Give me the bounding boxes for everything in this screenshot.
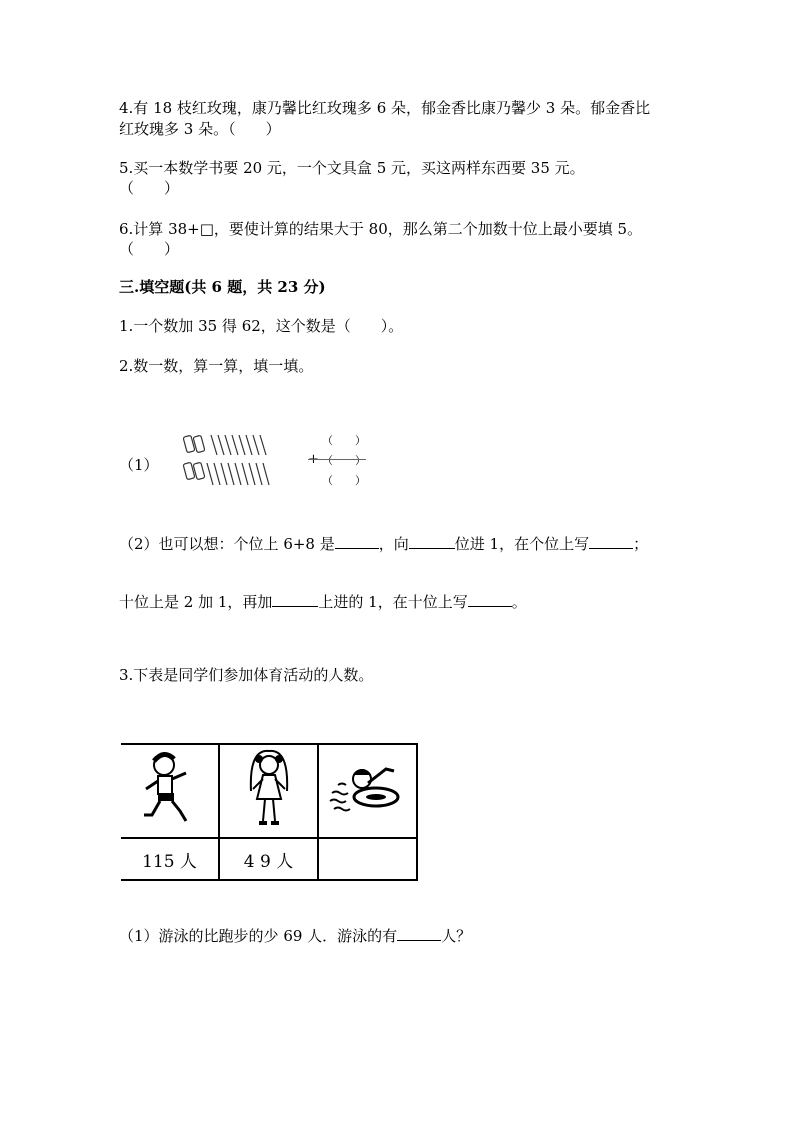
runner-boy-icon xyxy=(140,749,200,829)
answer-blank[interactable] xyxy=(335,534,379,549)
answer-blank[interactable] xyxy=(409,534,455,549)
answer-blank[interactable] xyxy=(589,534,633,549)
q2-line3-b: 上进的 1，在十位上写 xyxy=(318,593,468,611)
sports-table xyxy=(121,743,418,881)
judge-q4-line1: 4.有 18 枝红玫瑰，康乃馨比红玫瑰多 6 朵，郁金香比康乃馨少 3 朵。郁金香比 xyxy=(119,99,651,117)
table-row xyxy=(121,838,417,880)
addend-1-blank: （ ） xyxy=(322,434,366,447)
answer-blank[interactable] xyxy=(397,926,441,941)
section3-title: 三.填空题(共 6 题，共 23 分) xyxy=(119,278,326,296)
swimming-cell xyxy=(318,744,417,838)
plus-sign: + xyxy=(308,452,319,467)
q2-part2-line xyxy=(119,533,648,555)
running-count: 115 人 xyxy=(121,838,219,880)
fill-q1: 1.一个数加 35 得 62，这个数是（ ）。 xyxy=(119,317,404,335)
judge-q6-line1: 6.计算 38+□，要使计算的结果大于 80，那么第二个加数十位上最小要填 5。 xyxy=(119,220,643,238)
q2-part1-label: （1） xyxy=(119,456,159,474)
q3-sub1-a: （1）游泳的比跑步的少 69 人．游泳的有 xyxy=(119,927,398,945)
fill-q2: 2.数一数，算一算，填一填。 xyxy=(119,357,314,375)
sum-rule xyxy=(308,459,366,460)
q2-part2-c: 位进 1，在个位上写 xyxy=(454,535,590,553)
table-row xyxy=(121,744,417,838)
loose-sticks xyxy=(207,435,269,485)
q3-sub1-line xyxy=(119,925,471,947)
addend-2-blank: （ ） xyxy=(322,454,366,467)
q2-line3-a: 十位上是 2 加 1，再加 xyxy=(119,593,273,611)
bundled-sticks-icon xyxy=(183,433,278,491)
jump-rope-girl-icon xyxy=(239,747,299,831)
q2-part2-d: ； xyxy=(633,535,649,553)
answer-blank[interactable] xyxy=(272,592,318,607)
q2-part2-a: （2）也可以想：个位上 6+8 是 xyxy=(119,535,335,553)
answer-blank[interactable] xyxy=(468,592,512,607)
running-cell xyxy=(121,744,219,838)
fill-q3: 3.下表是同学们参加体育活动的人数。 xyxy=(119,666,374,684)
jump-rope-count: 4 9 人 xyxy=(219,838,318,880)
jump-rope-cell xyxy=(219,744,318,838)
judge-q5-line2: （ ） xyxy=(119,179,180,197)
sum-blank: （ ） xyxy=(322,474,366,487)
vertical-addition xyxy=(300,430,380,490)
swimmer-girl-icon xyxy=(328,759,408,819)
q2-line3 xyxy=(119,591,527,613)
q2-line3-c: 。 xyxy=(511,593,527,611)
judge-q5-line1: 5.买一本数学书要 20 元，一个文具盒 5 元，买这两样东西要 35 元。 xyxy=(119,159,585,177)
judge-q4-line2: 红玫瑰多 3 朵。（ ） xyxy=(119,120,281,138)
q2-part2-b: ，向 xyxy=(378,535,409,553)
q3-sub1-b: 人？ xyxy=(441,927,472,945)
stick-bundle xyxy=(183,435,205,480)
judge-q6-line2: （ ） xyxy=(119,240,180,258)
swimming-count xyxy=(318,838,417,880)
